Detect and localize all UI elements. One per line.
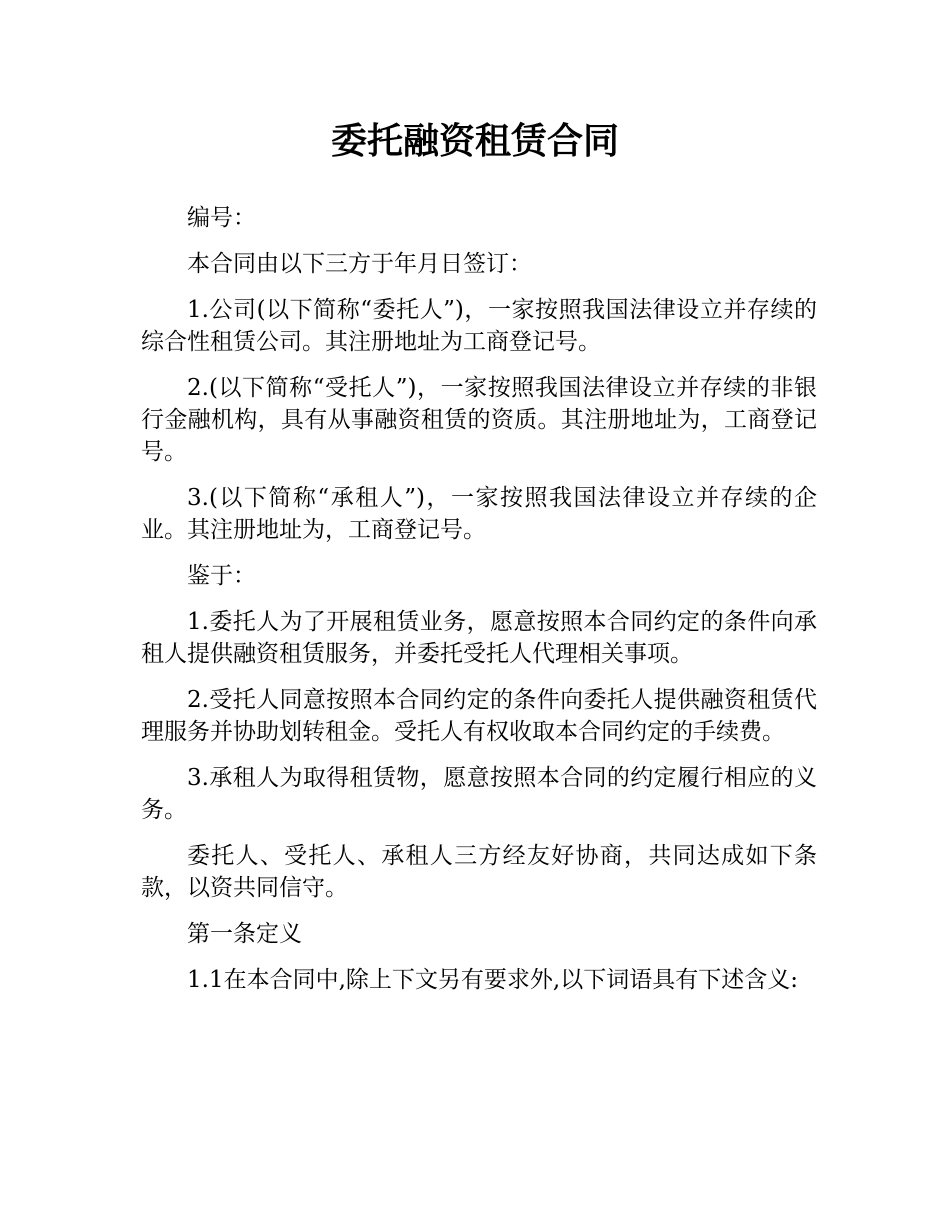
- contract-number-line: 编号：: [187, 205, 256, 231]
- document-body: [141, 202, 817, 1010]
- whereas-item-2: 2.受托人同意按照本合同约定的条件向委托人提供融资租赁代理服务并协助划转租金。受托人有权收取本合同约定的手续费。: [141, 687, 817, 745]
- party-entrustor: 1.公司(以下简称“委托人”)，一家按照我国法律设立并存续的综合性租赁公司。其注册地址为工商登记号。: [141, 297, 817, 355]
- article-1-heading: 第一条定义: [187, 921, 302, 947]
- party-lessee: 3.(以下简称“承租人”)，一家按照我国法律设立并存续的企业。其注册地址为，工商登记号。: [141, 485, 817, 543]
- whereas-item-3: 3.承租人为取得租赁物，愿意按照本合同的约定履行相应的义务。: [141, 765, 817, 823]
- party-trustee: 2.(以下简称“受托人”)，一家按照我国法律设立并存续的非银行金融机构，具有从事融资租赁的资质。其注册地址为，工商登记号。: [141, 375, 817, 465]
- whereas-heading: 鉴于：: [187, 563, 256, 589]
- agreement-statement: 委托人、受托人、承租人三方经友好协商，共同达成如下条款，以资共同信守。: [141, 843, 817, 901]
- whereas-item-1: 1.委托人为了开展租赁业务，愿意按照本合同约定的条件向承租人提供融资租赁服务，并委托受托人代理相关事项。: [141, 609, 817, 667]
- clause-1-1: 1.1在本合同中,除上下文另有要求外,以下词语具有下述含义:: [187, 967, 798, 993]
- document-title: 委托融资租赁合同: [330, 121, 619, 162]
- signing-statement: 本合同由以下三方于年月日签订：: [187, 251, 532, 277]
